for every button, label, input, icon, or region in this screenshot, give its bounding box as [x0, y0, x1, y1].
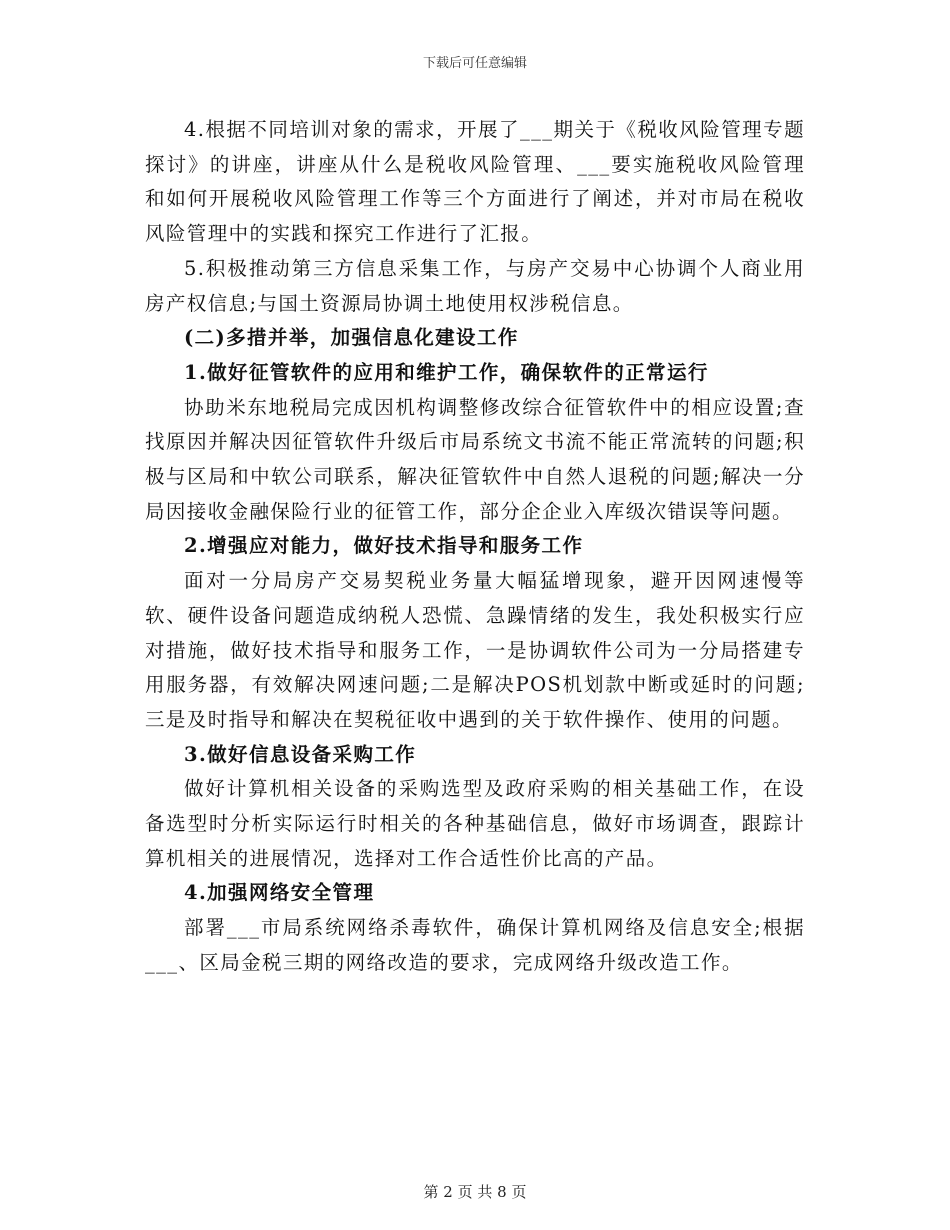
section-heading: (二)多措并举，加强信息化建设工作 — [184, 326, 519, 350]
paragraph-network-security: 部署___市局系统网络杀毒软件，确保计算机网络及信息安全;根据___、区局金税三期的网络改造的要求，完成网络升级改造工作。 — [145, 916, 805, 974]
document-body — [145, 113, 805, 981]
paragraph-technical-support: 面对一分局房产交易契税业务量大幅猛增现象，避开因网速慢等软、硬件设备问题造成纳税人恐慌、急躁情绪的发生，我处积极实行应对措施，做好技术指导和服务工作，一是协调软件公司为一分局搭建专用服务器，有效解决网速问题;二是解决POS机划款中断或延时的问题;三是及时指导和解决在契税征收中遇到的关于软件操作、使用的问题。 — [145, 569, 805, 731]
paragraph-equipment-procurement: 做好计算机相关设备的采购选型及政府采购的相关基础工作，在设备选型时分析实际运行时相关的各种基础信息，做好市场调查，跟踪计算机相关的进展情况，选择对工作合适性价比高的产品。 — [145, 777, 805, 870]
paragraph-item-5: 5.积极推动第三方信息采集工作，与房产交易中心协调个人商业用房产权信息;与国土资源局协调土地使用权涉税信息。 — [145, 256, 805, 315]
paragraph-item-4: 4.根据不同培训对象的需求，开展了___期关于《税收风险管理专题探讨》的讲座，讲座从什么是税收风险管理、___要实施税收风险管理和如何开展税收风险管理工作等三个方面进行了阐述，并对市局在税收风险管理中的实践和探究工作进行了汇报。 — [145, 118, 805, 246]
subheading-1: 1.做好征管软件的应用和维护工作，确保软件的正常运行 — [184, 360, 709, 384]
page-header: 下载后可任意编辑 — [422, 56, 527, 71]
subheading-4: 4.加强网络安全管理 — [184, 881, 375, 905]
subheading-3: 3.做好信息设备采购工作 — [184, 742, 417, 766]
page-footer: 第 2 页 共 8 页 — [423, 1183, 527, 1201]
subheading-2: 2.增强应对能力，做好技术指导和服务工作 — [184, 534, 584, 558]
paragraph-software-maintenance: 协助米东地税局完成因机构调整修改综合征管软件中的相应设置;查找原因并解决因征管软件升级后市局系统文书流不能正常流转的问题;积极与区局和中软公司联系，解决征管软件中自然人退税的问题;解决一分局因接收金融保险行业的征管工作，部分企企业入库级次错误等问题。 — [145, 395, 805, 523]
